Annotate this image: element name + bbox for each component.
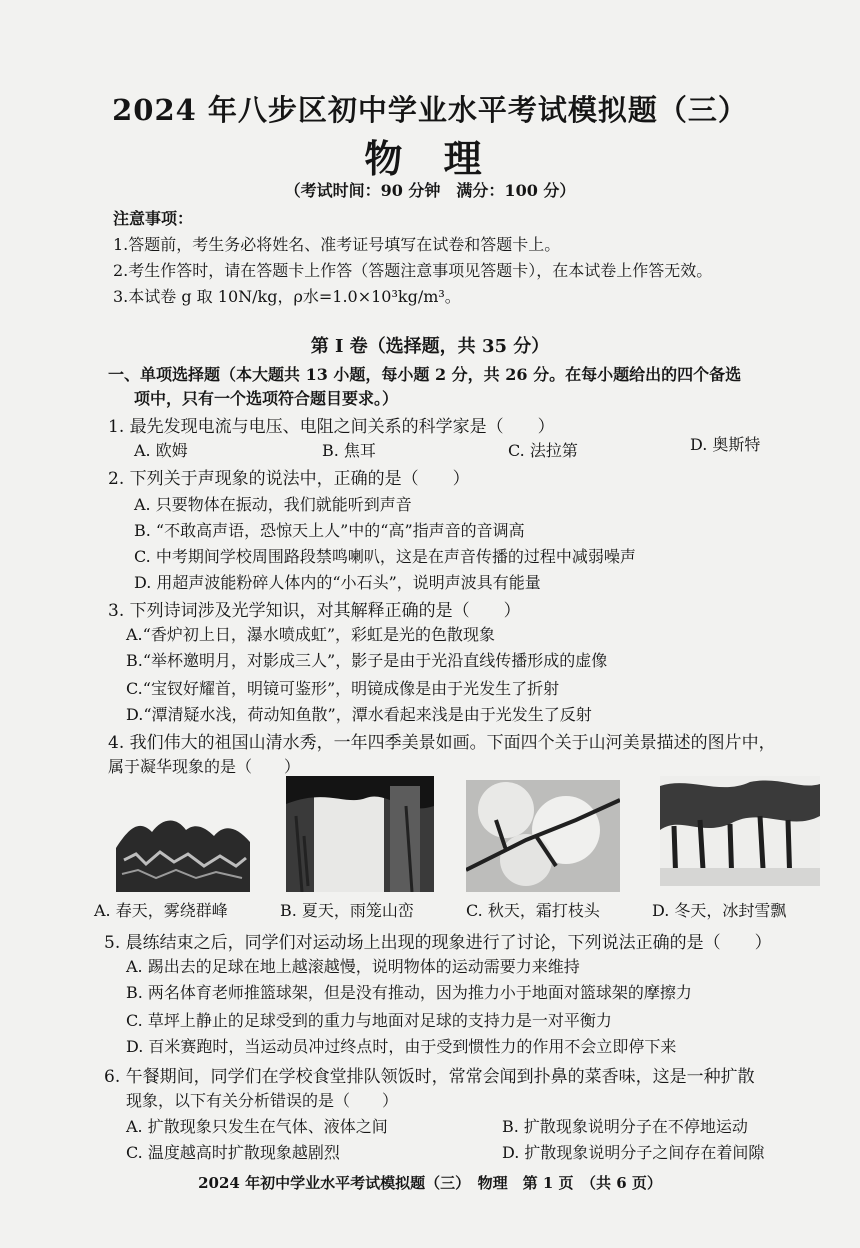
note-item-3: 3.本试卷 g 取 10N/kg，ρ水=1.0×10³kg/m³。 [113, 287, 461, 306]
exam-info: （考试时间：90 分钟 满分：100 分） [284, 181, 576, 200]
question-5-option-b: B. 两名体育老师推篮球架，但是没有推动，因为推力小于地面对篮球架的摩擦力 [126, 983, 692, 1002]
question-3-option-b: B.“举杯邀明月，对影成三人”，影子是由于光沿直线传播形成的虚像 [126, 651, 608, 670]
question-3-option-a: A.“香炉初上日，瀑水喷成虹”，彩虹是光的色散现象 [126, 625, 496, 644]
question-2-stem: 2. 下列关于声现象的说法中，正确的是（ ） [108, 469, 470, 489]
section-heading: 第 I 卷（选择题，共 35 分） [310, 336, 550, 357]
question-1-stem: 1. 最先发现电流与电压、电阻之间关系的科学家是（ ） [108, 417, 555, 437]
part-instruction-line-1: 一、单项选择题（本大题共 13 小题，每小题 2 分，共 26 分。在每小题给出的四个备选 [108, 365, 742, 384]
question-3-option-d: D.“潭清疑水浅，荷动知鱼散”，潭水看起来浅是由于光发生了反射 [126, 705, 592, 724]
question-4-option-b: B. 夏天，雨笼山峦 [280, 901, 414, 920]
question-4-option-d: D. 冬天，冰封雪飘 [652, 901, 787, 920]
question-3-option-c: C.“宝钗好耀首，明镜可鉴形”，明镜成像是由于光发生了折射 [126, 679, 560, 698]
question-6-option-d: D. 扩散现象说明分子之间存在着间隙 [502, 1143, 765, 1162]
question-1-option-b: B. 焦耳 [322, 441, 376, 460]
question-1-option-a: A. 欧姆 [134, 441, 188, 460]
question-3-stem: 3. 下列诗词涉及光学知识，对其解释正确的是（ ） [108, 601, 521, 621]
question-6-option-c: C. 温度越高时扩散现象越剧烈 [126, 1143, 340, 1162]
exam-title: 2024 年八步区初中学业水平考试模拟题（三） [112, 93, 748, 127]
question-5-option-a: A. 踢出去的足球在地上越滚越慢，说明物体的运动需要力来维持 [126, 957, 580, 976]
question-2-option-b: B. “不敢高声语，恐惊天上人”中的“高”指声音的音调高 [134, 521, 525, 540]
summer-rain-image [286, 776, 434, 892]
question-4-stem-line-2: 属于凝华现象的是（ ） [108, 757, 301, 776]
part-instruction-line-2: 项中，只有一个选项符合题目要求。） [134, 389, 399, 408]
question-6-option-a: A. 扩散现象只发生在气体、液体之间 [126, 1117, 388, 1136]
question-5-option-c: C. 草坪上静止的足球受到的重力与地面对足球的支持力是一对平衡力 [126, 1011, 612, 1030]
note-item-2: 2.考生作答时，请在答题卡上作答（答题注意事项见答题卡），在本试卷上作答无效。 [113, 261, 713, 280]
question-1-option-d: D. 奥斯特 [690, 435, 761, 454]
spring-mist-image [116, 808, 250, 892]
question-6-stem: 6. 午餐期间，同学们在学校食堂排队领饭时，常常会闻到扑鼻的菜香味，这是一种扩散 [104, 1067, 755, 1087]
page-footer: 2024 年初中学业水平考试模拟题（三） 物理 第 1 页 （共 6 页） [198, 1174, 662, 1192]
question-1-option-c: C. 法拉第 [508, 441, 578, 460]
question-2-option-d: D. 用超声波能粉碎人体内的“小石头”，说明声波具有能量 [134, 573, 541, 592]
note-item-1: 1.答题前，考生务必将姓名、准考证号填写在试卷和答题卡上。 [113, 235, 561, 254]
autumn-frost-image [466, 780, 620, 892]
question-5-option-d: D. 百米赛跑时，当运动员冲过终点时，由于受到惯性力的作用不会立即停下来 [126, 1037, 677, 1056]
notes-heading: 注意事项： [113, 209, 194, 228]
question-6-option-b: B. 扩散现象说明分子在不停地运动 [502, 1117, 748, 1136]
question-4-option-c: C. 秋天，霜打枝头 [466, 901, 600, 920]
question-5-stem: 5. 晨练结束之后，同学们对运动场上出现的现象进行了讨论，下列说法正确的是（ ） [104, 933, 772, 953]
question-2-option-a: A. 只要物体在振动，我们就能听到声音 [134, 495, 412, 514]
question-6-stem-line-2: 现象，以下有关分析错误的是（ ） [126, 1091, 399, 1110]
subject-title: 物 理 [364, 136, 496, 181]
question-4-stem: 4. 我们伟大的祖国山清水秀，一年四季美景如画。下面四个关于山河美景描述的图片中， [108, 733, 776, 753]
winter-snow-image [660, 776, 820, 886]
question-2-option-c: C. 中考期间学校周围路段禁鸣喇叭，这是在声音传播的过程中减弱噪声 [134, 547, 636, 566]
question-4-option-a: A. 春天，雾绕群峰 [94, 901, 228, 920]
